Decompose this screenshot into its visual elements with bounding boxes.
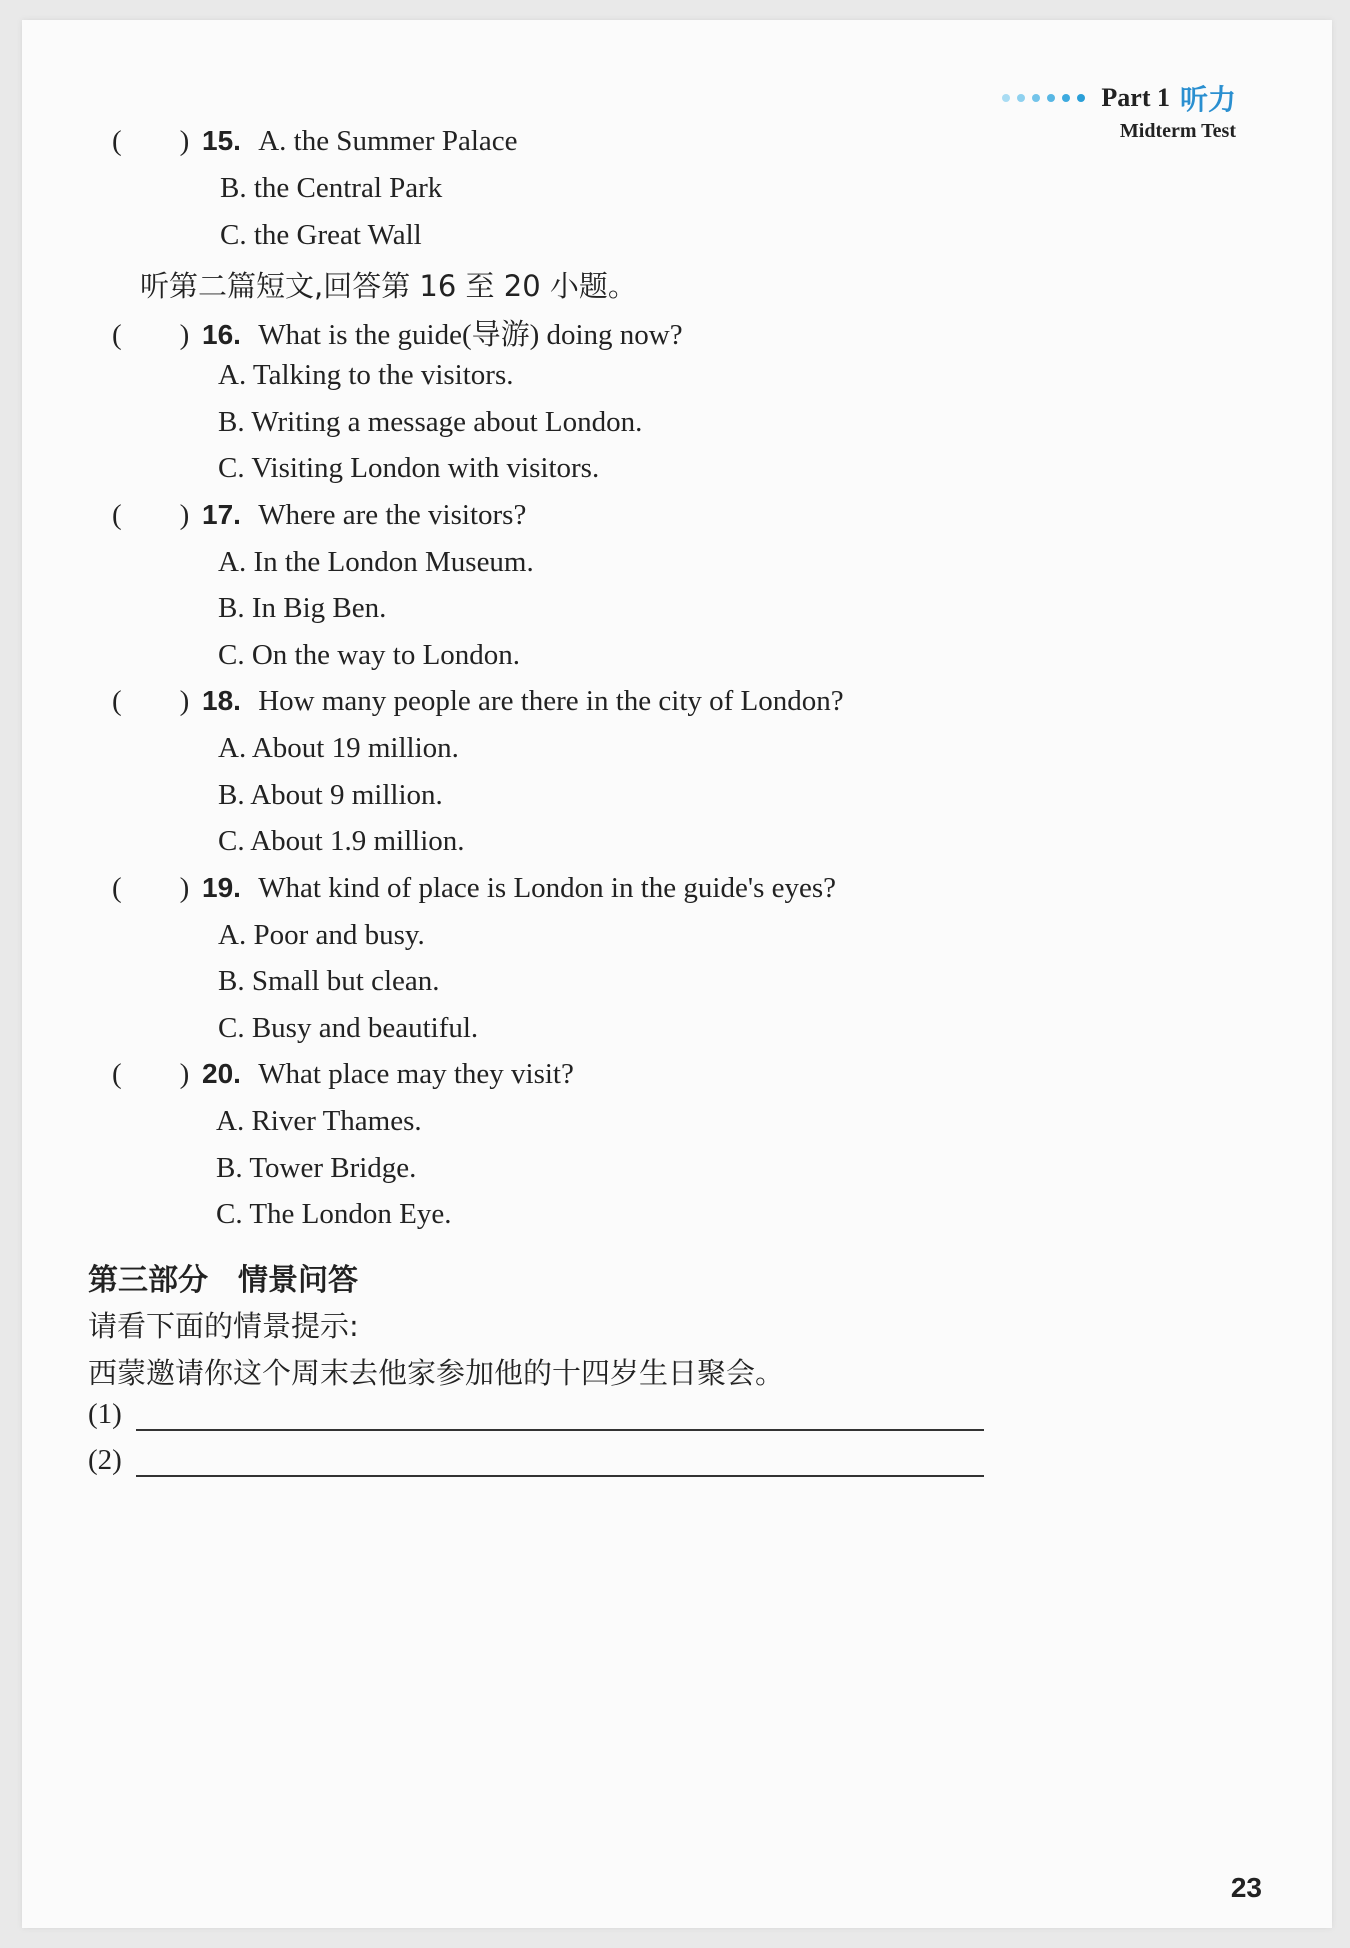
- answer-line-1: [88, 1398, 984, 1431]
- answer-blank[interactable]: [112, 685, 202, 718]
- option-c: C. About 1.9 million.: [218, 825, 465, 857]
- question-number: 19.: [202, 872, 241, 903]
- option-c: C. The London Eye.: [216, 1198, 452, 1230]
- option-a: A. Talking to the visitors.: [218, 359, 514, 391]
- question-19: [112, 872, 836, 905]
- question-text: Where are the visitors?: [258, 499, 527, 531]
- close-paren: ): [179, 872, 190, 904]
- question-18: [112, 685, 844, 718]
- page-number: 23: [1230, 1872, 1262, 1903]
- option-c: C. Visiting London with visitors.: [218, 452, 600, 484]
- answer-blank[interactable]: [112, 499, 202, 532]
- question-text: What place may they visit?: [258, 1058, 574, 1090]
- part-label: Part 1: [1101, 83, 1170, 112]
- question-number: 20.: [202, 1058, 241, 1089]
- option-b: B. Small but clean.: [218, 965, 440, 997]
- question-text: A. the Summer Palace: [258, 125, 518, 157]
- option-a: A. River Thames.: [216, 1105, 422, 1137]
- answer-input-1[interactable]: [136, 1401, 984, 1431]
- open-paren: (: [112, 1058, 122, 1090]
- open-paren: (: [112, 872, 122, 904]
- question-20: [112, 1058, 574, 1091]
- worksheet-page: [22, 20, 1332, 1928]
- close-paren: ): [179, 685, 190, 717]
- close-paren: ): [179, 125, 190, 157]
- option-a: A. In the London Museum.: [218, 546, 534, 578]
- option-c: C. the Great Wall: [220, 219, 422, 251]
- section-prompt: 请看下面的情景提示:: [88, 1309, 359, 1343]
- answer-blank[interactable]: [112, 319, 202, 352]
- line-label: (1): [88, 1398, 122, 1430]
- close-paren: ): [179, 1058, 190, 1090]
- question-15: [112, 125, 518, 158]
- dot-icon: [1062, 94, 1070, 102]
- section-title: 第三部分 情景问答: [88, 1263, 358, 1298]
- question-16: [112, 312, 683, 353]
- question-17: [112, 499, 526, 532]
- answer-input-2[interactable]: [136, 1447, 984, 1477]
- page-header: [1002, 78, 1236, 143]
- answer-blank[interactable]: [112, 872, 202, 905]
- answer-blank[interactable]: [112, 1058, 202, 1091]
- question-text: What kind of place is London in the guide's eyes?: [258, 872, 837, 904]
- question-number: 17.: [202, 499, 241, 530]
- open-paren: (: [112, 319, 122, 351]
- close-paren: ): [179, 499, 190, 531]
- option-b: B. In Big Ben.: [218, 592, 387, 624]
- option-b: B. the Central Park: [220, 172, 443, 204]
- option-c: C. Busy and beautiful.: [218, 1012, 479, 1044]
- dot-icon: [1032, 94, 1040, 102]
- dot-icon: [1077, 94, 1085, 102]
- question-text: What is the guide(导游) doing now?: [258, 319, 683, 351]
- option-c: C. On the way to London.: [218, 639, 521, 671]
- dot-icon: [1002, 94, 1010, 102]
- question-number: 15.: [202, 125, 241, 156]
- part-chinese-label: 听力: [1179, 83, 1236, 116]
- decorative-dots: [1002, 94, 1085, 102]
- line-label: (2): [88, 1444, 122, 1476]
- scenario-text: 西蒙邀请你这个周末去他家参加他的十四岁生日聚会。: [88, 1356, 785, 1390]
- question-text: How many people are there in the city of London?: [258, 685, 844, 717]
- option-b: B. About 9 million.: [218, 779, 443, 811]
- question-number: 16.: [202, 319, 241, 350]
- option-b: B. Writing a message about London.: [218, 406, 643, 438]
- option-a: A. Poor and busy.: [218, 919, 425, 951]
- answer-line-2: [88, 1444, 984, 1477]
- option-b: B. Tower Bridge.: [216, 1152, 417, 1184]
- question-number: 18.: [202, 685, 241, 716]
- open-paren: (: [112, 685, 122, 717]
- open-paren: (: [112, 499, 122, 531]
- midterm-label: Midterm Test: [1119, 120, 1236, 142]
- passage-instruction: 听第二篇短文,回答第 16 至 20 小题。: [140, 269, 637, 303]
- close-paren: ): [179, 319, 190, 351]
- dot-icon: [1047, 94, 1055, 102]
- answer-blank[interactable]: [112, 125, 202, 158]
- option-a: A. About 19 million.: [218, 732, 459, 764]
- open-paren: (: [112, 125, 122, 157]
- dot-icon: [1017, 94, 1025, 102]
